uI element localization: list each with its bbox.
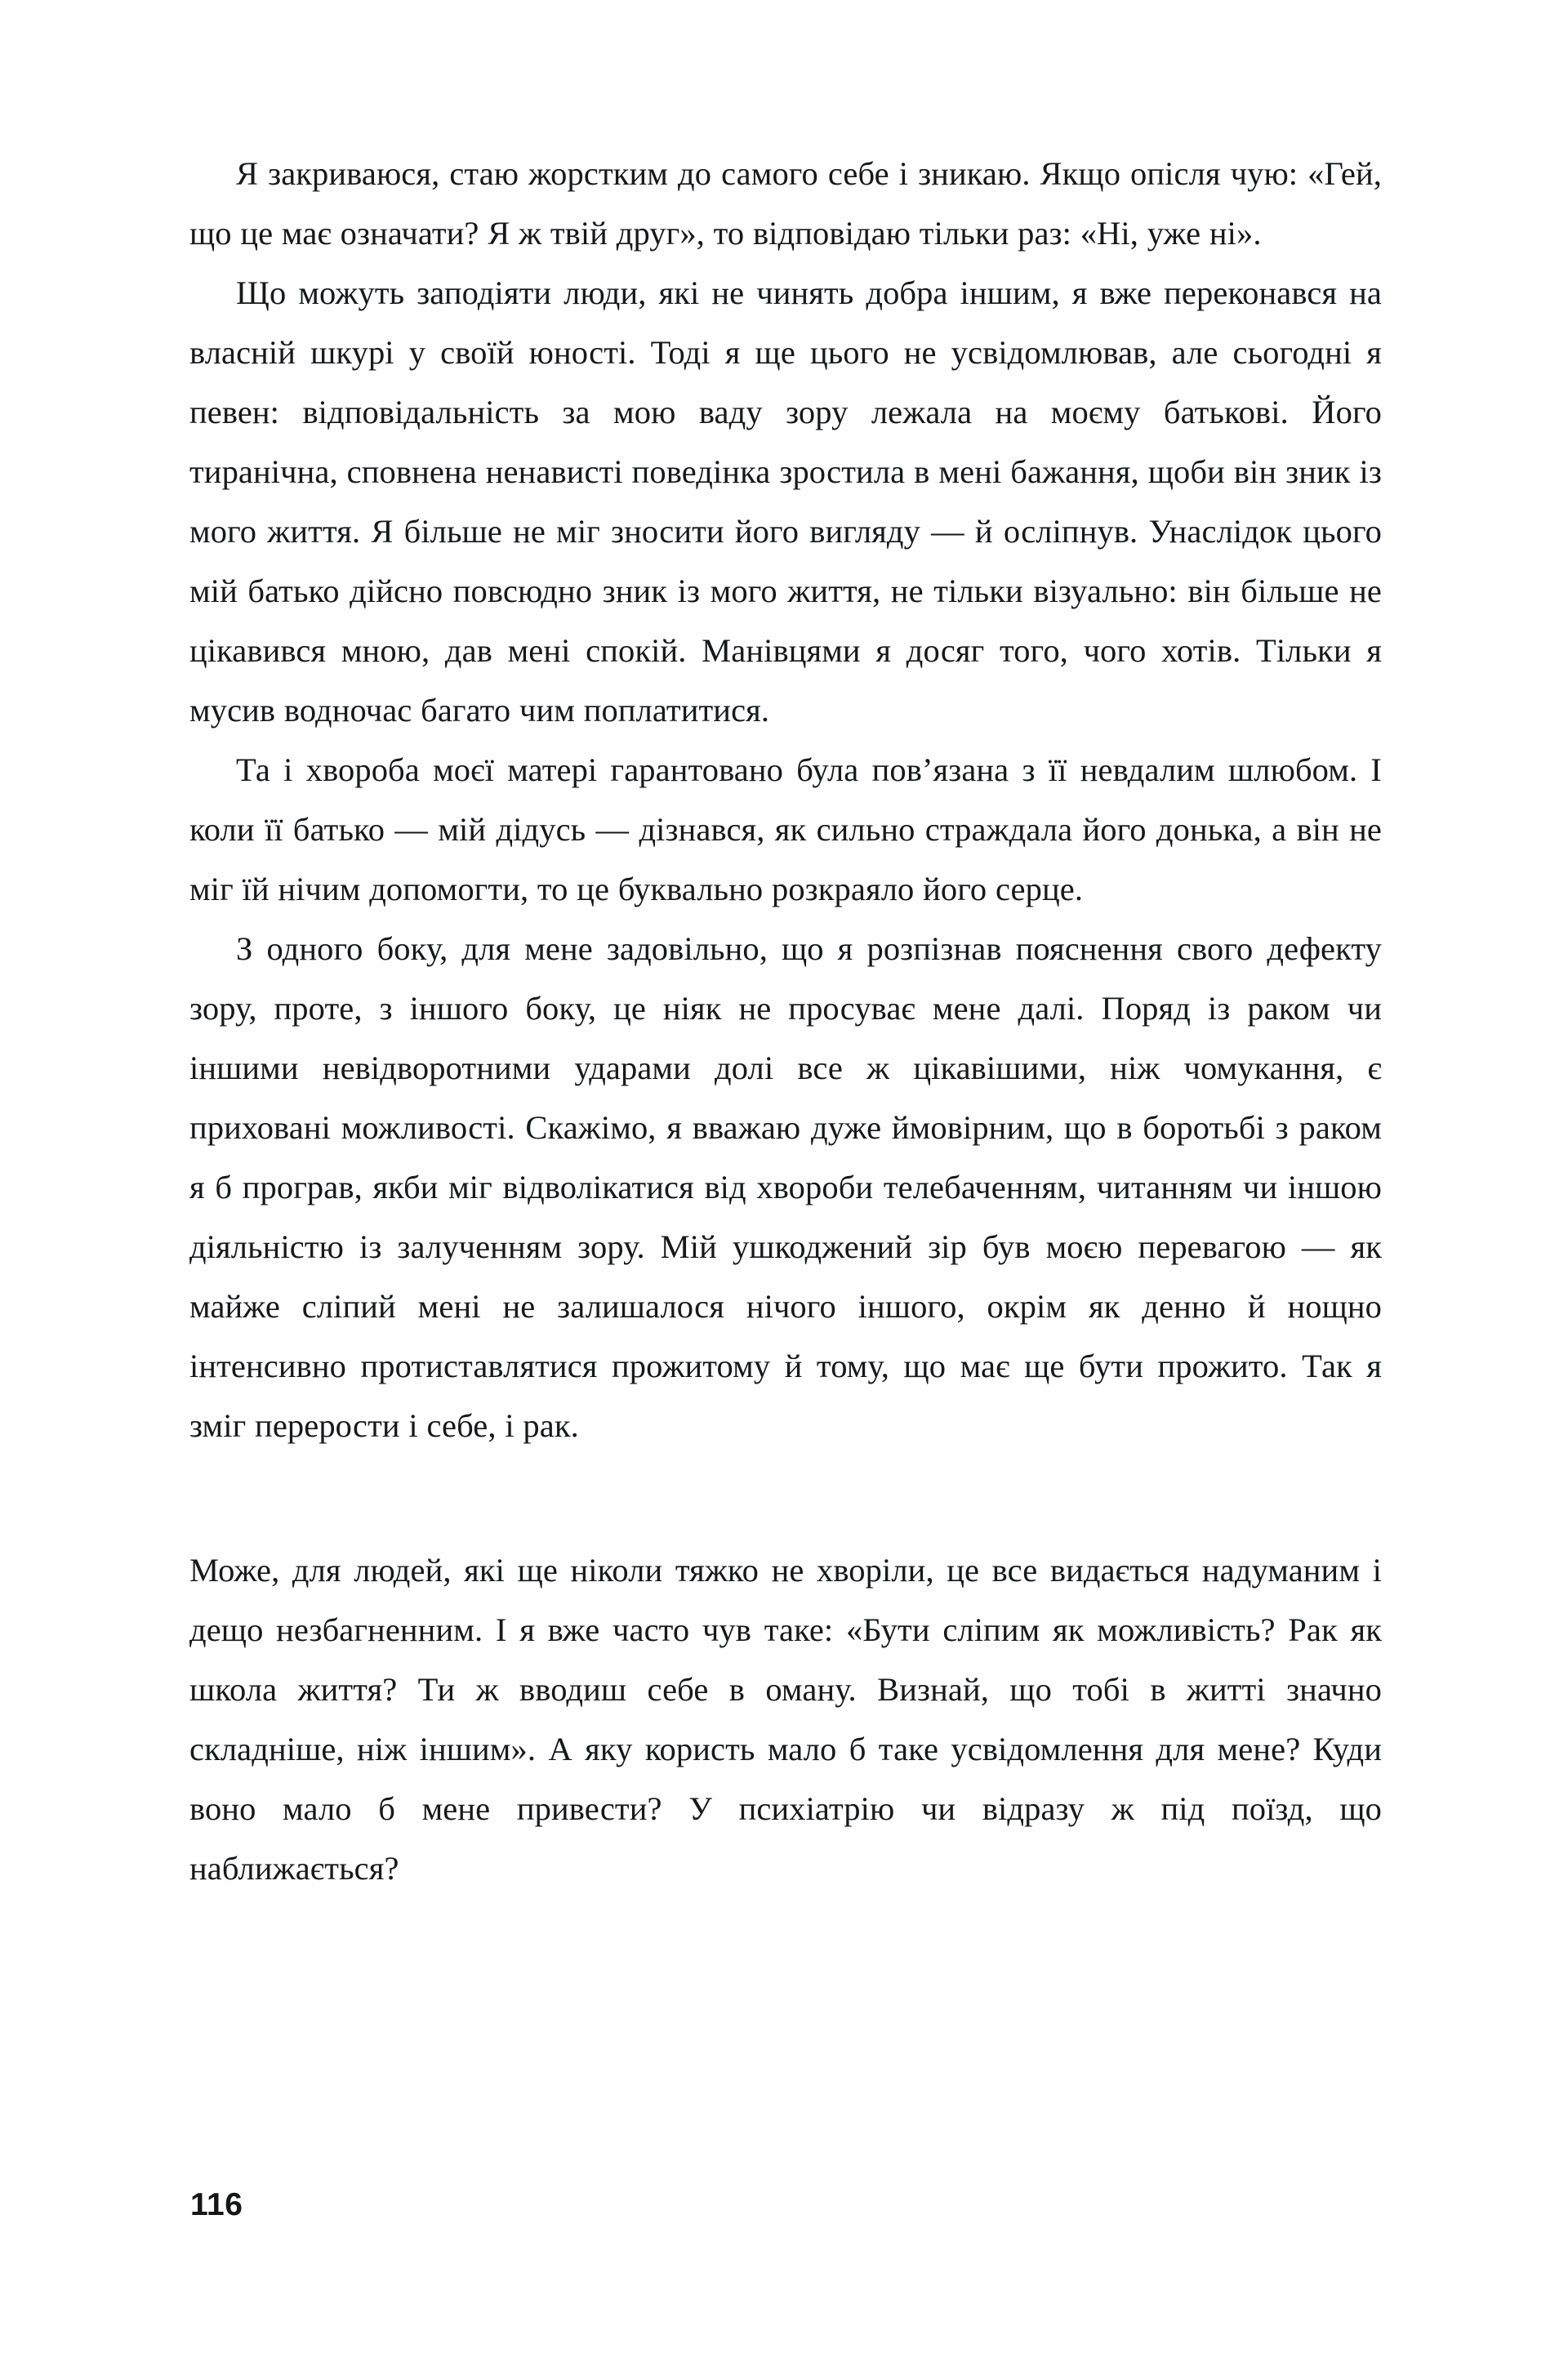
paragraph-4: З одного боку, для мене задовільно, що я розпізнав пояснення свого дефекту зору, проте, з іншого боку, це ніяк не просуває мене далі. Поряд із раком чи іншими невідворотними ударами долі все ж цікавішими, ніж чомукання, є приховані можливості. Скажімо, я вважаю дуже ймовірним, що в боротьбі з раком я б програв, якби міг відволікатися від хвороби телебаченням, читанням чи іншою діяльністю із залученням зору. Мій ушкоджений зір був моєю перевагою — як майже сліпий мені не залишалося нічого іншого, окрім як денно й нощно інтенсивно протиставлятися прожитому й тому, що має ще бути прожито. Так я зміг перерости і себе, і рак. bbox=[189, 930, 1382, 1444]
paragraph-3: Та і хвороба моєї матері гарантовано була пов’язана з її невдалим шлюбом. І коли її батько — мій дідусь — дізнався, як сильно страждала його донька, а він не міг їй нічим допомогти, то це буквально розкраяло його серце. bbox=[189, 751, 1382, 907]
body-text-column bbox=[189, 144, 1382, 1898]
page-number: 116 bbox=[190, 2187, 243, 2222]
paragraph-2: Що можуть заподіяти люди, які не чинять добра іншим, я вже переконався на власній шкурі у своїй юності. Тоді я ще цього не усвідомлював, але сьогодні я певен: відповідальність за мою ваду зору лежала на моєму батькові. Його тиранічна, сповнена ненависті поведінка зростила в мені бажання, щоби він зник із мого життя. Я більше не міг зносити його вигляду — й осліпнув. Унаслідок цього мій батько дійсно повсюдно зник із мого життя, не тільки візуально: він більше не цікавився мною, дав мені спокій. Манівцями я досяг того, чого хотів. Тільки я мусив водночас багато чим поплатитися. bbox=[189, 274, 1382, 729]
paragraph-1: Я закриваюся, стаю жорстким до самого себе і зникаю. Якщо опісля чую: «Гей, що це має означати? Я ж твій друг», то відповідаю тільки раз: «Ні, уже ні». bbox=[189, 155, 1382, 252]
paragraph-5: Може, для людей, які ще ніколи тяжко не хворіли, це все видається надуманим і дещо незбагненним. І я вже часто чув таке: «Бути сліпим як можливість? Рак як школа життя? Ти ж вводиш себе в оману. Визнай, що тобі в житті значно складніше, ніж іншим». А яку користь мало б таке усвідомлення для мене? Куди воно мало б мене привести? У психіатрію чи відразу ж під поїзд, що наближається? bbox=[189, 1552, 1382, 1887]
paragraph-separator bbox=[189, 1455, 1382, 1540]
